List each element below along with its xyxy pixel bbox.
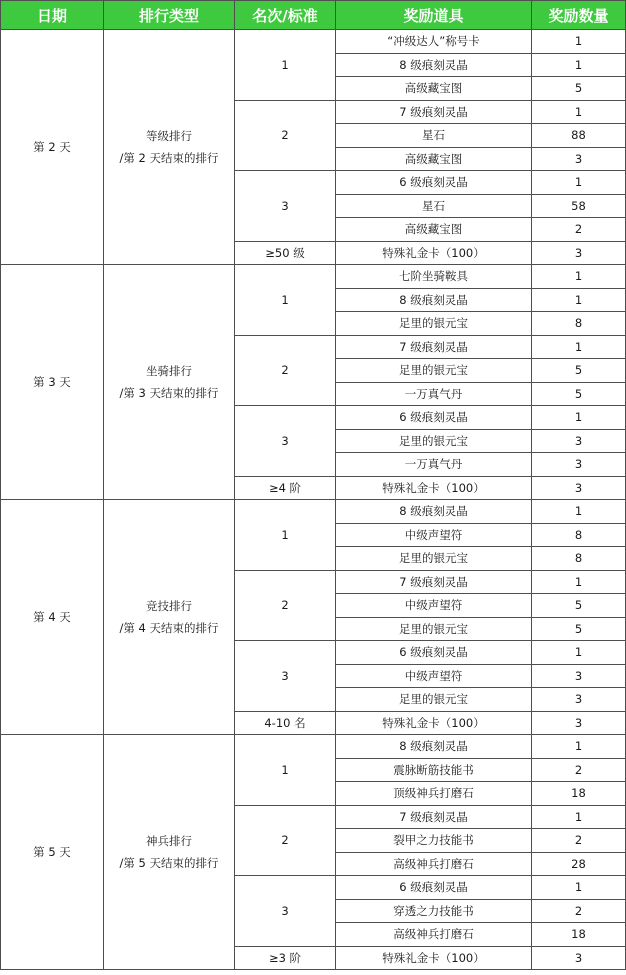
cell-reward-item: 8 级痕刻灵晶	[336, 735, 532, 759]
cell-ranking-type	[104, 265, 235, 500]
ranking-type-note: /第 5 天结束的排行	[119, 856, 219, 870]
cell-reward-item: 7 级痕刻灵晶	[336, 805, 532, 829]
cell-reward-quantity: 1	[532, 570, 626, 594]
header-rank-standard: 名次/标准	[235, 1, 336, 30]
cell-ranking-type	[104, 500, 235, 735]
cell-reward-quantity: 5	[532, 359, 626, 383]
header-ranking-type: 排行类型	[104, 1, 235, 30]
cell-reward-item: 足里的银元宝	[336, 688, 532, 712]
cell-reward-item: 足里的银元宝	[336, 312, 532, 336]
cell-reward-quantity: 1	[532, 53, 626, 77]
cell-reward-quantity: 3	[532, 453, 626, 477]
cell-reward-item: 足里的银元宝	[336, 547, 532, 571]
cell-reward-item: 8 级痕刻灵晶	[336, 53, 532, 77]
cell-reward-quantity: 1	[532, 500, 626, 524]
ranking-type-label: 等级排行	[146, 129, 192, 143]
cell-reward-quantity: 3	[532, 711, 626, 735]
cell-rank: 3	[235, 406, 336, 477]
ranking-type-label: 竞技排行	[146, 599, 192, 613]
cell-reward-quantity: 18	[532, 782, 626, 806]
cell-rank: 2	[235, 805, 336, 876]
cell-reward-item: 6 级痕刻灵晶	[336, 876, 532, 900]
cell-reward-item: 6 级痕刻灵晶	[336, 171, 532, 195]
cell-reward-item: 特殊礼金卡（100）	[336, 711, 532, 735]
cell-rank: 2	[235, 100, 336, 171]
cell-reward-item: 6 级痕刻灵晶	[336, 406, 532, 430]
cell-reward-item: 6 级痕刻灵晶	[336, 641, 532, 665]
cell-reward-item: 7 级痕刻灵晶	[336, 570, 532, 594]
cell-reward-quantity: 8	[532, 547, 626, 571]
cell-reward-quantity: 1	[532, 30, 626, 54]
cell-rank: 1	[235, 500, 336, 571]
cell-reward-quantity: 5	[532, 617, 626, 641]
cell-reward-quantity: 8	[532, 523, 626, 547]
table-row	[1, 265, 626, 289]
cell-reward-quantity: 2	[532, 829, 626, 853]
cell-reward-quantity: 1	[532, 265, 626, 289]
table-row	[1, 500, 626, 524]
cell-rank: 3	[235, 171, 336, 242]
table-row	[1, 30, 626, 54]
cell-reward-quantity: 2	[532, 218, 626, 242]
cell-reward-item: 高级神兵打磨石	[336, 852, 532, 876]
cell-reward-quantity: 2	[532, 899, 626, 923]
cell-reward-item: 足里的银元宝	[336, 429, 532, 453]
cell-reward-quantity: 5	[532, 594, 626, 618]
cell-rank: 1	[235, 265, 336, 336]
cell-reward-quantity: 1	[532, 288, 626, 312]
header-reward-quantity: 奖励数量	[532, 1, 626, 30]
cell-rank: 1	[235, 30, 336, 101]
cell-date: 第 4 天	[1, 500, 104, 735]
cell-reward-item: 穿透之力技能书	[336, 899, 532, 923]
cell-reward-item: 高级藏宝图	[336, 218, 532, 242]
cell-reward-item: 特殊礼金卡（100）	[336, 946, 532, 970]
cell-reward-quantity: 58	[532, 194, 626, 218]
cell-reward-quantity: 18	[532, 923, 626, 947]
cell-reward-item: “冲级达人”称号卡	[336, 30, 532, 54]
header-row	[1, 1, 626, 30]
cell-reward-quantity: 3	[532, 688, 626, 712]
cell-reward-item: 星石	[336, 124, 532, 148]
cell-reward-quantity: 2	[532, 758, 626, 782]
cell-reward-quantity: 1	[532, 641, 626, 665]
ranking-type-label: 坐骑排行	[146, 364, 192, 378]
cell-reward-item: 中级声望符	[336, 664, 532, 688]
cell-reward-item: 星石	[336, 194, 532, 218]
cell-reward-item: 8 级痕刻灵晶	[336, 288, 532, 312]
cell-reward-item: 7 级痕刻灵晶	[336, 335, 532, 359]
cell-reward-item: 高级藏宝图	[336, 77, 532, 101]
cell-reward-item: 高级神兵打磨石	[336, 923, 532, 947]
cell-reward-item: 特殊礼金卡（100）	[336, 476, 532, 500]
ranking-type-label: 神兵排行	[146, 834, 192, 848]
cell-reward-item: 中级声望符	[336, 594, 532, 618]
cell-ranking-type	[104, 735, 235, 970]
cell-reward-quantity: 3	[532, 664, 626, 688]
cell-reward-item: 7 级痕刻灵晶	[336, 100, 532, 124]
cell-reward-quantity: 1	[532, 171, 626, 195]
ranking-type-note: /第 3 天结束的排行	[119, 386, 219, 400]
cell-reward-item: 中级声望符	[336, 523, 532, 547]
cell-reward-quantity: 3	[532, 147, 626, 171]
cell-reward-quantity: 8	[532, 312, 626, 336]
cell-reward-quantity: 3	[532, 476, 626, 500]
cell-rank: 3	[235, 876, 336, 947]
cell-reward-item: 顶级神兵打磨石	[336, 782, 532, 806]
cell-rank: ≥4 阶	[235, 476, 336, 500]
cell-date: 第 3 天	[1, 265, 104, 500]
cell-reward-quantity: 28	[532, 852, 626, 876]
table-row	[1, 735, 626, 759]
cell-date: 第 2 天	[1, 30, 104, 265]
ranking-type-note: /第 2 天结束的排行	[119, 151, 219, 165]
cell-reward-item: 震脉断筋技能书	[336, 758, 532, 782]
cell-reward-quantity: 1	[532, 100, 626, 124]
cell-reward-item: 一万真气丹	[336, 453, 532, 477]
cell-reward-item: 8 级痕刻灵晶	[336, 500, 532, 524]
cell-rank: 2	[235, 335, 336, 406]
header-date: 日期	[1, 1, 104, 30]
cell-rank: ≥3 阶	[235, 946, 336, 970]
cell-date: 第 5 天	[1, 735, 104, 970]
cell-rank: 4-10 名	[235, 711, 336, 735]
cell-reward-quantity: 1	[532, 406, 626, 430]
cell-reward-item: 高级藏宝图	[336, 147, 532, 171]
cell-reward-quantity: 5	[532, 77, 626, 101]
cell-reward-item: 足里的银元宝	[336, 617, 532, 641]
cell-reward-item: 足里的银元宝	[336, 359, 532, 383]
cell-reward-quantity: 3	[532, 241, 626, 265]
cell-reward-quantity: 1	[532, 735, 626, 759]
cell-reward-quantity: 3	[532, 946, 626, 970]
cell-reward-item: 特殊礼金卡（100）	[336, 241, 532, 265]
cell-rank: ≥50 级	[235, 241, 336, 265]
cell-rank: 2	[235, 570, 336, 641]
cell-rank: 3	[235, 641, 336, 712]
cell-reward-quantity: 88	[532, 124, 626, 148]
cell-reward-quantity: 3	[532, 429, 626, 453]
cell-rank: 1	[235, 735, 336, 806]
cell-reward-quantity: 5	[532, 382, 626, 406]
ranking-type-note: /第 4 天结束的排行	[119, 621, 219, 635]
cell-reward-item: 一万真气丹	[336, 382, 532, 406]
cell-ranking-type	[104, 30, 235, 265]
cell-reward-quantity: 1	[532, 805, 626, 829]
table-body	[1, 30, 626, 970]
cell-reward-quantity: 1	[532, 335, 626, 359]
header-reward-item: 奖励道具	[336, 1, 532, 30]
cell-reward-item: 裂甲之力技能书	[336, 829, 532, 853]
cell-reward-item: 七阶坐骑鞍具	[336, 265, 532, 289]
cell-reward-quantity: 1	[532, 876, 626, 900]
